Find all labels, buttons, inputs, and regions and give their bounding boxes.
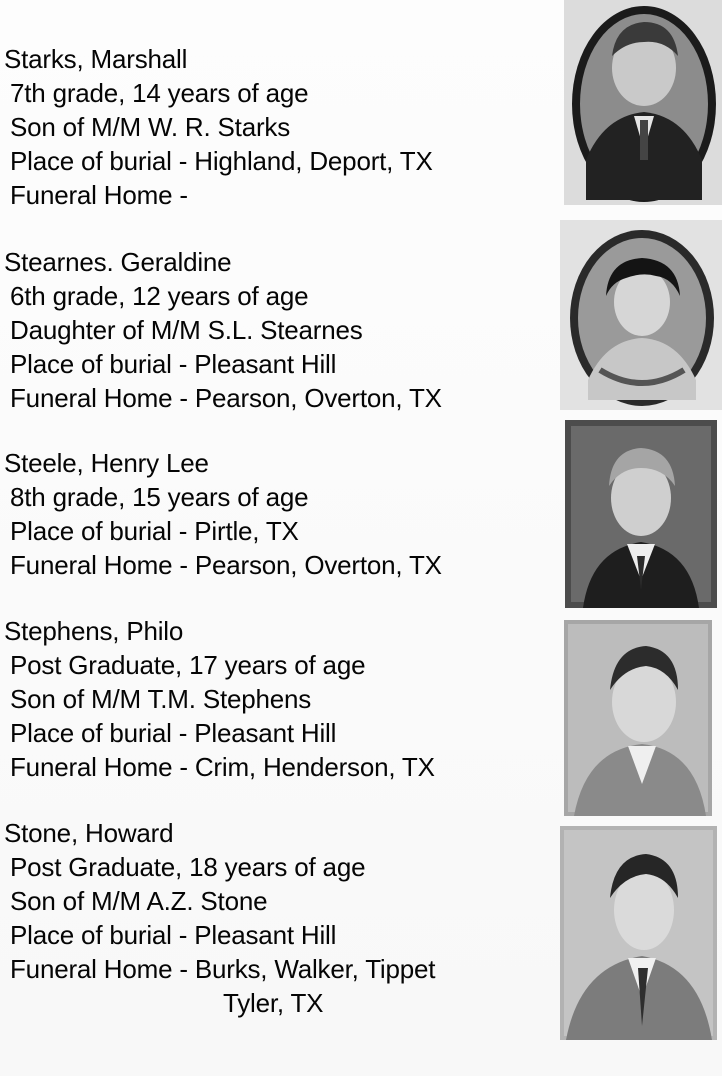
entry-funeral-home: Funeral Home - [10, 180, 188, 210]
portrait-photo-stone [560, 826, 717, 1040]
entry-parents: Son of M/M A.Z. Stone [10, 886, 268, 916]
entry-burial: Place of burial - Pleasant Hill [10, 920, 337, 950]
portrait-photo-stearnes [560, 220, 722, 410]
entry-parents: Daughter of M/M S.L. Stearnes [10, 315, 363, 345]
entry-burial: Place of burial - Pleasant Hill [10, 718, 337, 748]
entry-burial: Place of burial - Highland, Deport, TX [10, 146, 433, 176]
entry-burial: Place of burial - Pleasant Hill [10, 349, 337, 379]
entry-grade-age: 8th grade, 15 years of age [10, 482, 309, 512]
entry-parents: Son of M/M T.M. Stephens [10, 684, 312, 714]
entry-funeral-home: Funeral Home - Burks, Walker, Tippet [10, 954, 436, 984]
memorial-entry-starks [4, 42, 544, 212]
entry-grade-age: Post Graduate, 17 years of age [10, 650, 366, 680]
entry-funeral-home-continued: Tyler, TX [223, 988, 324, 1018]
portrait-photo-stephens [564, 620, 712, 816]
entry-funeral-home: Funeral Home - Pearson, Overton, TX [10, 550, 442, 580]
entry-name: Starks, Marshall [4, 44, 188, 74]
entry-burial: Place of burial - Pirtle, TX [10, 516, 299, 546]
portrait-photo-steele [565, 420, 717, 608]
portrait-photo-starks [564, 0, 722, 205]
entry-grade-age: 6th grade, 12 years of age [10, 281, 309, 311]
entry-grade-age: 7th grade, 14 years of age [10, 78, 309, 108]
entry-name: Stone, Howard [4, 818, 174, 848]
memorial-entry-stephens [4, 614, 544, 784]
entry-funeral-home: Funeral Home - Crim, Henderson, TX [10, 752, 435, 782]
entry-name: Steele, Henry Lee [4, 448, 209, 478]
entry-name: Stephens, Philo [4, 616, 184, 646]
memorial-entry-stone [4, 816, 544, 1020]
memorial-entry-stearnes [4, 245, 544, 415]
entry-grade-age: Post Graduate, 18 years of age [10, 852, 366, 882]
entry-funeral-home: Funeral Home - Pearson, Overton, TX [10, 383, 442, 413]
entry-parents: Son of M/M W. R. Starks [10, 112, 291, 142]
memorial-entry-steele [4, 446, 544, 582]
entry-name: Stearnes. Geraldine [4, 247, 232, 277]
